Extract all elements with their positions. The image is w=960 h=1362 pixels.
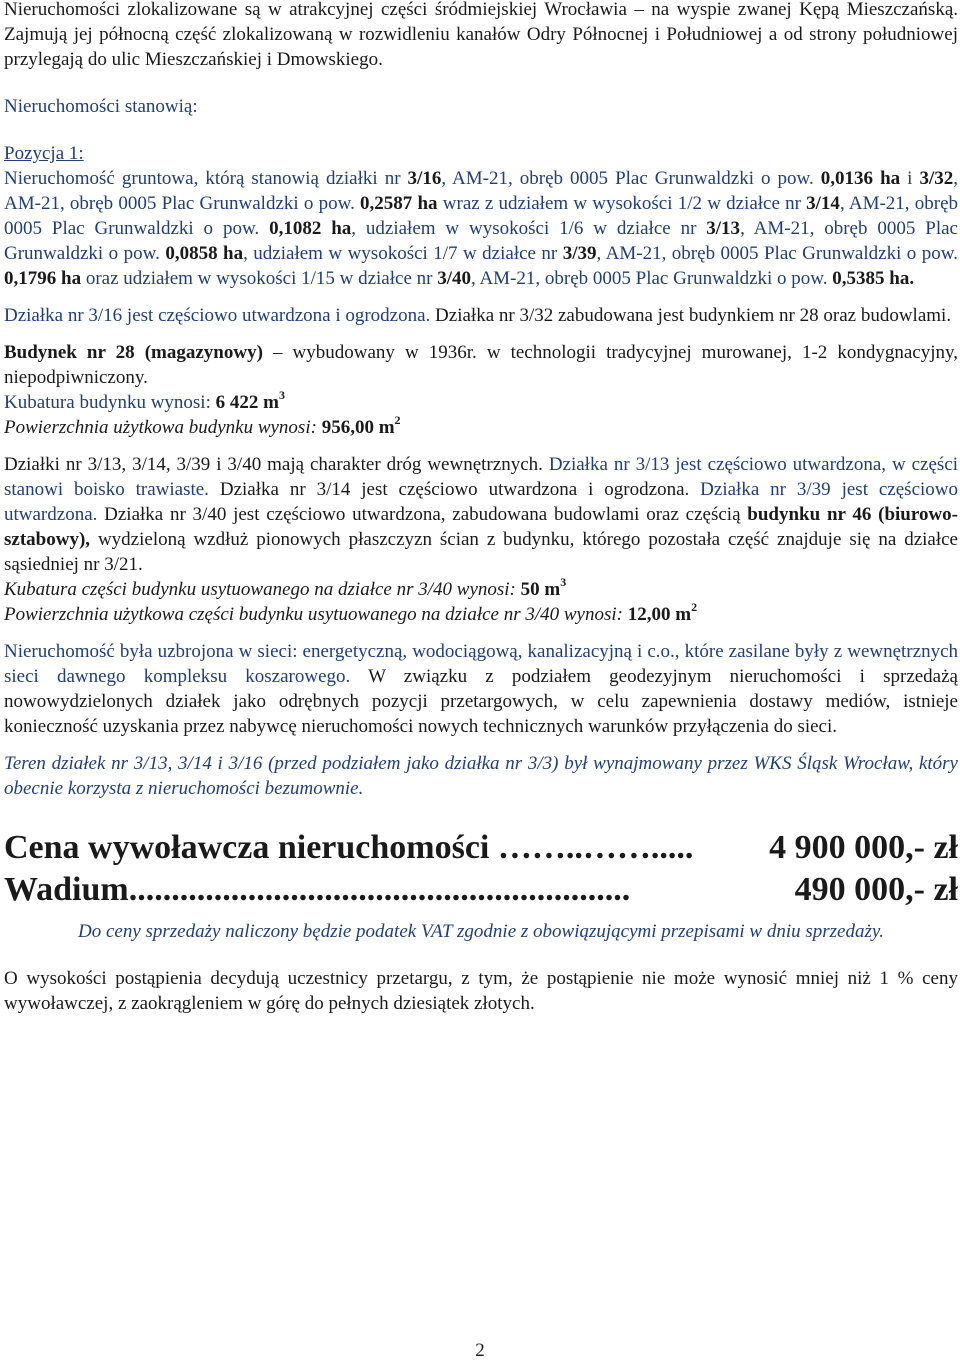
intro-paragraph: Nieruchomości zlokalizowane są w atrakcyjnej części śródmiejskiej Wrocławia – na wyspie zwanej Kępą Mieszczańską. Zajmują jej północną część zlokalizowaną w rozwidleniu kanałów Odry Północnej i Południowej a od strony południowej przylegają do ulic Mieszczańskiej i Dmowskiego.	[4, 0, 958, 70]
section-heading: Nieruchomości stanowią:	[4, 96, 198, 117]
building-28-volume: Kubatura budynku wynosi: 6 422 $m^3$	[4, 388, 285, 413]
deposit-label: Wadium...........................................................	[4, 871, 631, 908]
starting-price-value: 4 900 000,- zł	[769, 829, 958, 866]
page-number: 2	[475, 1340, 485, 1361]
position-label: Pozycja 1:	[4, 143, 84, 164]
starting-price-label: Cena wywoławcza nieruchomości ……..…….....	[4, 829, 694, 866]
deposit-line	[4, 869, 958, 911]
utilities-paragraph: Nieruchomość była uzbrojona w sieci: energetyczną, wodociągową, kanalizacyjną i c.o., które zasilane były z wewnętrznych sieci dawnego kompleksu koszarowego. W związku z podziałem geodezyjnym nieruchomości i sprzedażą nowowydzielonych działek jako odrębnych pozycji przetargowych, w celu zapewnienia dostawy mediów, istnieje konieczność uzyskania przez nabywcę nieruchomości nowych technicznych warunków przyłączenia do sieci.	[4, 641, 958, 737]
starting-price-line	[4, 827, 958, 869]
lease-paragraph: Teren działek nr 3/13, 3/14 i 3/16 (przed podziałem jako działka nr 3/3) był wynajmowany przez WKS Śląsk Wrocław, który obecnie korzysta z nieruchomości bezumownie.	[4, 753, 958, 799]
internal-roads-paragraph: Działki nr 3/13, 3/14, 3/39 i 3/40 mają charakter dróg wewnętrznych. Działka nr 3/13 jest częściowo utwardzona, w części stanowi boisko trawiaste. Działka nr 3/14 jest częściowo utwardzona i ogrodzona. Działka nr 3/39 jest częściowo utwardzona. Działka nr 3/40 jest częściowo utwardzona, zabudowana budowlami oraz częścią budynku nr 46 (biurowo-sztabowy), wydzieloną wzdłuż pionowych płaszczyzn ścian z budynku, którego pozostała część znajduje się na działce sąsiedniej nr 3/21.	[4, 454, 959, 575]
vat-note: Do ceny sprzedaży naliczony będzie podatek VAT zgodnie z obowiązującymi przepisami w dniu sprzedaży.	[77, 921, 884, 942]
building-46-area: Powierzchnia użytkowa części budynku usytuowanego na działce nr 3/40 wynosi: 12,00 $m^2$	[4, 600, 698, 625]
building-28-paragraph: Budynek nr 28 (magazynowy) – wybudowany w 1936r. w technologii tradycyjnej murowanej, 1-2 kondygnacyjny, niepodpiwniczony.	[4, 342, 958, 388]
deposit-value: 490 000,- zł	[794, 871, 958, 908]
position-description: Nieruchomość gruntowa, którą stanowią działki nr 3/16, AM-21, obręb 0005 Plac Grunwaldzki o pow. 0,0136 ha i 3/32, AM-21, obręb 0005 Plac Grunwaldzki o pow. 0,2587 ha wraz z udziałem w wysokości 1/2 w działce nr 3/14, AM-21, obręb 0005 Plac Grunwaldzki o pow. 0,1082 ha, udziałem w wysokości 1/6 w działce nr 3/13, AM-21, obręb 0005 Plac Grunwaldzki o pow. 0,0858 ha, udziałem w wysokości 1/7 w działce nr 3/39, AM-21, obręb 0005 Plac Grunwaldzki o pow. 0,1796 ha oraz udziałem w wysokości 1/15 w działce nr 3/40, AM-21, obręb 0005 Plac Grunwaldzki o pow. 0,5385 ha.	[4, 168, 959, 289]
building-46-volume: Kubatura części budynku usytuowanego na działce nr 3/40 wynosi: 50 $m^3$	[4, 575, 567, 600]
document-page	[4, 0, 958, 1016]
building-28-area: Powierzchnia użytkowa budynku wynosi: 956,00 $m^2$	[4, 413, 401, 438]
plot-316-paragraph: Działka nr 3/16 jest częściowo utwardzona i ogrodzona. Działka nr 3/32 zabudowana jest budynkiem nr 28 oraz budowlami.	[4, 305, 952, 326]
bid-increment-paragraph: O wysokości postąpienia decydują uczestnicy przetargu, z tym, że postąpienie nie może wynosić mniej niż 1 % ceny wywoławczej, z zaokrągleniem w górę do pełnych dziesiątek złotych.	[4, 968, 958, 1014]
